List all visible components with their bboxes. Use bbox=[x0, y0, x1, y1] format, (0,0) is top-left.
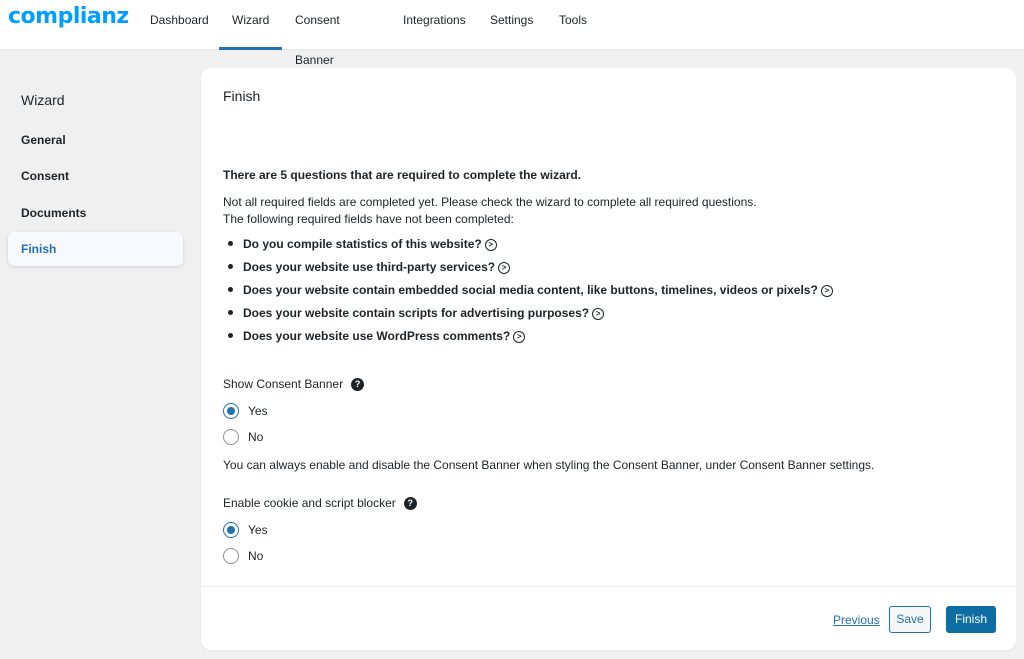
radio-unchecked[interactable] bbox=[223, 429, 239, 445]
go-to-question-icon[interactable]: > bbox=[485, 239, 497, 251]
card-title: Finish bbox=[223, 88, 261, 104]
blocker-yes-option[interactable] bbox=[223, 521, 268, 539]
radio-label: Yes bbox=[248, 403, 268, 418]
required-question-comments[interactable] bbox=[223, 326, 525, 346]
nav-integrations[interactable]: Integrations bbox=[403, 13, 466, 27]
sidebar-item-general[interactable]: General bbox=[21, 133, 66, 147]
radio-label: Yes bbox=[248, 522, 268, 537]
show-banner-yes-option[interactable] bbox=[223, 402, 268, 420]
sidebar-item-consent[interactable]: Consent bbox=[21, 169, 69, 183]
bullet bbox=[228, 310, 233, 315]
nav-consent-banner[interactable]: Consent Banner bbox=[295, 13, 340, 67]
top-bar bbox=[0, 0, 1024, 67]
question-text: Does your website use WordPress comments? bbox=[243, 329, 511, 343]
blocker-field bbox=[223, 496, 417, 510]
help-icon[interactable]: ? bbox=[351, 378, 364, 391]
radio-label: No bbox=[248, 429, 264, 444]
incomplete-notice: Not all required fields are completed yet. Please check the wizard to complete all required questions. bbox=[223, 195, 757, 209]
required-question-third-party[interactable] bbox=[223, 257, 510, 277]
blocker-label: Enable cookie and script blocker bbox=[223, 496, 396, 510]
radio-checked[interactable] bbox=[223, 522, 239, 538]
question-text: Does your website contain scripts for advertising purposes? bbox=[243, 306, 590, 320]
sidebar-item-documents[interactable]: Documents bbox=[21, 206, 87, 220]
go-to-question-icon[interactable]: > bbox=[513, 331, 525, 343]
show-banner-label: Show Consent Banner bbox=[223, 377, 344, 391]
sidebar-title: Wizard bbox=[21, 92, 65, 108]
nav-tools[interactable]: Tools bbox=[559, 13, 588, 27]
incomplete-list-intro: The following required fields have not been completed: bbox=[223, 212, 514, 226]
radio-unchecked[interactable] bbox=[223, 548, 239, 564]
nav-settings[interactable]: Settings bbox=[490, 13, 534, 27]
show-banner-help-text: You can always enable and disable the Consent Banner when styling the Consent Banner, under Consent Banner settings. bbox=[223, 458, 875, 472]
bullet bbox=[228, 241, 233, 246]
show-banner-no-option[interactable] bbox=[223, 428, 263, 446]
save-button[interactable]: Save bbox=[889, 606, 931, 633]
radio-checked[interactable] bbox=[223, 403, 239, 419]
bullet bbox=[228, 264, 233, 269]
required-question-advertising[interactable] bbox=[223, 303, 604, 323]
bullet bbox=[228, 333, 233, 338]
sidebar-item-finish[interactable]: Finish bbox=[8, 232, 183, 266]
go-to-question-icon[interactable]: > bbox=[821, 285, 833, 297]
footer-divider bbox=[201, 586, 1016, 587]
required-question-social-media[interactable] bbox=[223, 280, 833, 300]
show-banner-field bbox=[223, 377, 364, 391]
required-question-statistics[interactable] bbox=[223, 234, 497, 254]
blocker-no-option[interactable] bbox=[223, 547, 263, 565]
question-text: Do you compile statistics of this website? bbox=[243, 237, 482, 251]
go-to-question-icon[interactable]: > bbox=[498, 262, 510, 274]
complianz-logo[interactable]: complianz bbox=[8, 4, 129, 29]
question-text: Does your website use third-party services? bbox=[243, 260, 496, 274]
nav-wizard[interactable]: Wizard bbox=[232, 0, 269, 50]
finish-card bbox=[201, 68, 1016, 650]
radio-label: No bbox=[248, 548, 264, 563]
finish-button[interactable]: Finish bbox=[946, 606, 996, 633]
required-questions-notice: There are 5 questions that are required to complete the wizard. bbox=[223, 168, 582, 182]
previous-button[interactable]: Previous bbox=[833, 613, 880, 627]
help-icon[interactable]: ? bbox=[404, 497, 417, 510]
question-text: Does your website contain embedded social media content, like buttons, timelines, videos or pixels? bbox=[243, 283, 818, 297]
nav-dashboard[interactable]: Dashboard bbox=[150, 13, 209, 27]
bullet bbox=[228, 287, 233, 292]
go-to-question-icon[interactable]: > bbox=[592, 308, 604, 320]
